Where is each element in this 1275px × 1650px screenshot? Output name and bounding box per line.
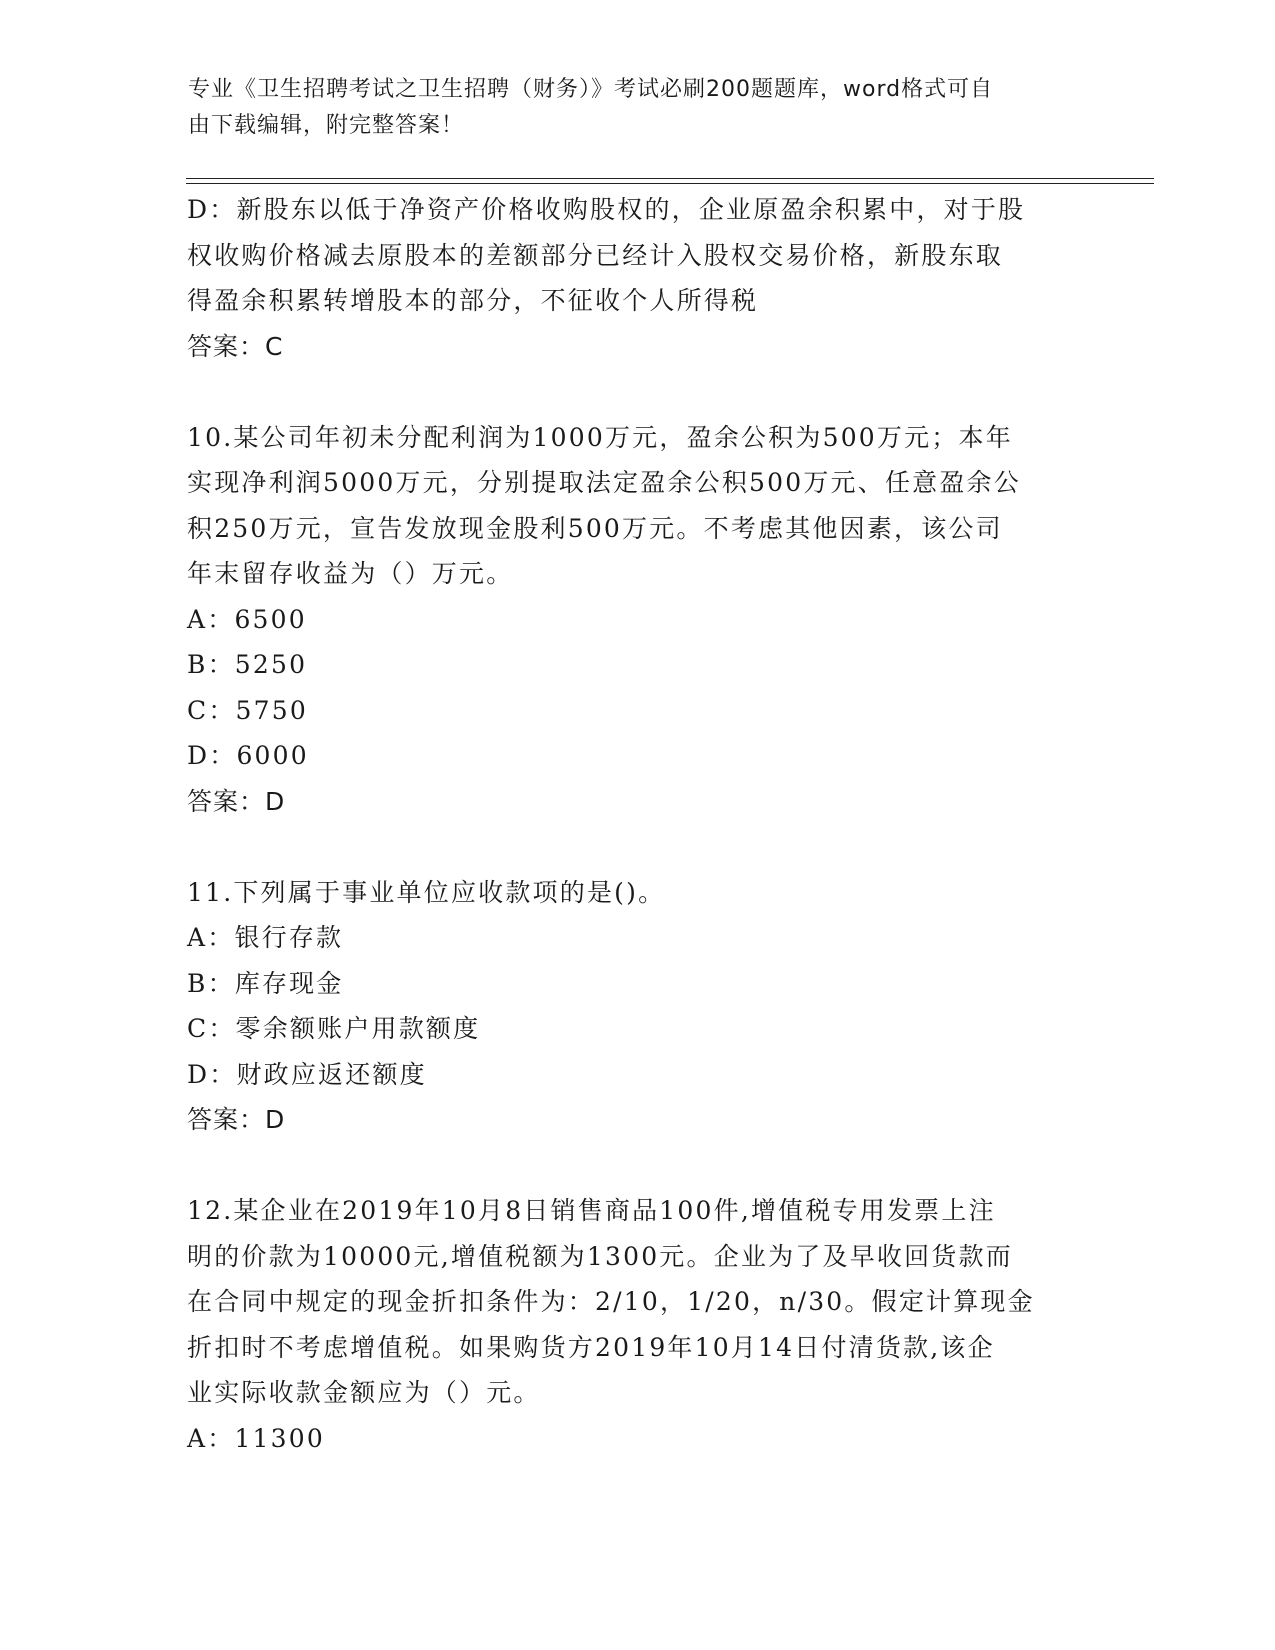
document-body <box>187 187 1077 1461</box>
prev-option-d-line: 权收购价格减去原股本的差额部分已经计入股权交易价格，新股东取 <box>187 240 1004 270</box>
q11-option-b: B：库存现金 <box>187 968 344 998</box>
q12-stem-line: 在合同中规定的现金折扣条件为：2/10，1/20，n/30。假定计算现金 <box>187 1287 1035 1316</box>
q10-answer: 答案：D <box>187 786 286 816</box>
q11-option-a: A：银行存款 <box>187 923 344 952</box>
prev-option-d-line: D：新股东以低于净资产价格收购股权的，企业原盈余积累中，对于股 <box>187 195 1026 224</box>
q12-stem-line: 业实际收款金额应为（）元。 <box>187 1378 541 1407</box>
q10-option-d: D：6000 <box>187 741 309 770</box>
q11-option-c: C：零余额账户用款额度 <box>187 1014 481 1043</box>
q12-stem-line: 明的价款为10000元,增值税额为1300元。企业为了及早收回货款而 <box>187 1241 1013 1271</box>
q10-stem-line: 年末留存收益为（）万元。 <box>187 559 514 588</box>
q12-stem-line: 折扣时不考虑增值税。如果购货方2019年10月14日付清货款,该企 <box>187 1332 995 1362</box>
prev-option-d-line: 得盈余积累转增股本的部分，不征收个人所得税 <box>187 286 759 315</box>
q12-option-a: A：11300 <box>187 1423 325 1453</box>
header-rule-top <box>186 178 1154 179</box>
document-header <box>188 72 1068 144</box>
header-rule-bottom <box>186 183 1154 184</box>
header-line-2: 由下载编辑，附完整答案！ <box>188 113 465 138</box>
q10-option-a: A：6500 <box>187 604 307 634</box>
prev-answer: 答案：C <box>187 331 284 361</box>
q10-stem-line: 10.某公司年初未分配利润为1000万元，盈余公积为500万元；本年 <box>187 422 1013 452</box>
q10-option-c: C：5750 <box>187 695 308 725</box>
q11-stem-line: 11.下列属于事业单位应收款项的是()。 <box>187 877 666 907</box>
q11-option-d: D：财政应返还额度 <box>187 1059 427 1089</box>
q11-answer: 答案：D <box>187 1105 286 1134</box>
q12-stem-line: 12.某企业在2019年10月8日销售商品100件,增值税专用发票上注 <box>187 1196 996 1225</box>
header-line-1: 专业《卫生招聘考试之卫生招聘（财务）》考试必刷200题题库，word格式可自 <box>188 77 994 102</box>
q10-stem-line: 积250万元，宣告发放现金股利500万元。不考虑其他因素，该公司 <box>187 513 1003 543</box>
q10-option-b: B：5250 <box>187 650 308 679</box>
q10-stem-line: 实现净利润5000万元，分别提取法定盈余公积500万元、任意盈余公 <box>187 468 1021 497</box>
